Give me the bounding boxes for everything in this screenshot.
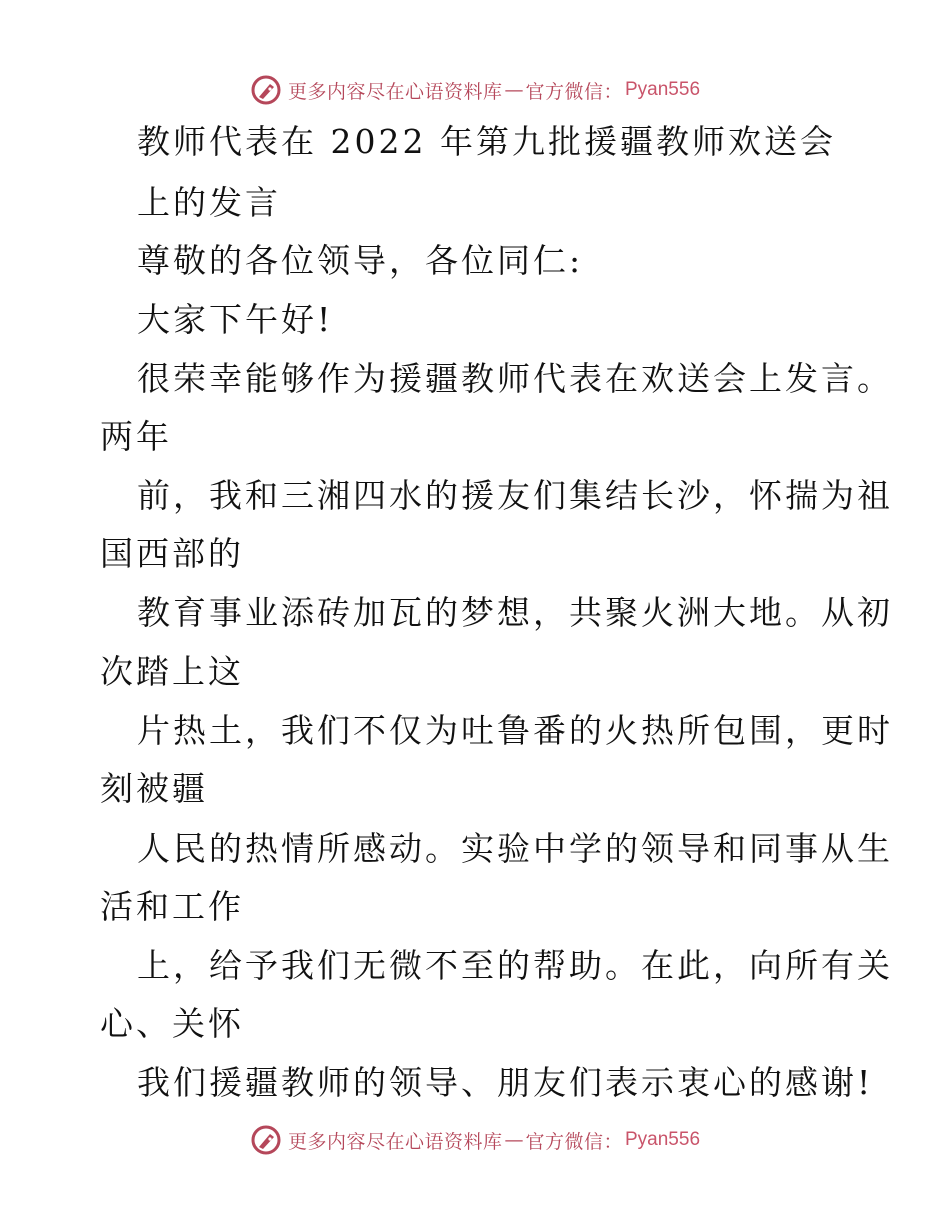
salutation-line: 尊敬的各位领导，各位同仁: xyxy=(137,241,584,280)
paragraph-line: 我们援疆教师的领导、朋友们表示衷心的感谢! xyxy=(137,1063,874,1102)
document-body xyxy=(100,122,893,1112)
banner-slogan: 更多内容尽在心语资料库 xyxy=(287,1130,503,1153)
banner-label: 官方微信： xyxy=(525,80,623,103)
paragraph-line: 片热土，我们不仅为吐鲁番的火热所包围，更时 xyxy=(137,711,893,750)
paragraph-line: 国西部的 xyxy=(100,534,244,573)
paragraph-line: 心、关怀 xyxy=(100,1004,244,1043)
paragraph-line: 教育事业添砖加瓦的梦想，共聚火洲大地。从初 xyxy=(137,593,893,632)
paragraph-line: 上，给予我们无微不至的帮助。在此，向所有关 xyxy=(137,946,893,985)
greeting-line: 大家下午好! xyxy=(137,300,334,339)
banner-wechat-id: Pyan556 xyxy=(625,1129,701,1150)
title-line-1: 教师代表在 2022 年第九批援疆教师欢送会 xyxy=(137,122,836,161)
banner-slogan: 更多内容尽在心语资料库 xyxy=(287,80,503,103)
paragraph-line: 前，我和三湘四水的援友们集结长沙，怀揣为祖 xyxy=(137,476,893,515)
paragraph-line: 人民的热情所感动。实验中学的领导和同事从生 xyxy=(137,829,893,868)
banner-separator: — xyxy=(504,79,524,101)
banner-label: 官方微信： xyxy=(525,1130,623,1153)
paragraph-line: 刻被疆 xyxy=(100,769,208,808)
paragraph-line: 两年 xyxy=(100,417,172,456)
footer-banner xyxy=(0,1120,950,1160)
paragraph-line: 次踏上这 xyxy=(100,652,244,691)
title-line-2: 上的发言 xyxy=(137,183,281,222)
paragraph-line: 很荣幸能够作为援疆教师代表在欢送会上发言。 xyxy=(137,359,893,398)
pen-nib-logo xyxy=(250,74,282,106)
header-banner xyxy=(0,70,950,110)
pen-nib-logo xyxy=(250,1124,282,1156)
banner-separator: — xyxy=(504,1129,524,1151)
banner-wechat-id: Pyan556 xyxy=(625,79,701,100)
paragraph-line: 活和工作 xyxy=(100,887,244,926)
